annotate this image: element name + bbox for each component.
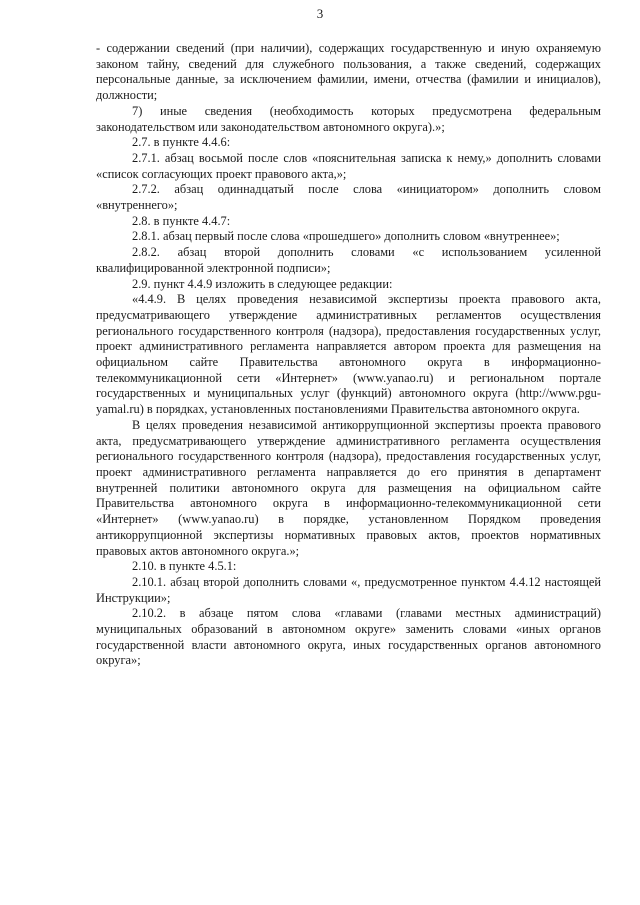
paragraph-2-8: 2.8. в пункте 4.4.7: bbox=[132, 213, 231, 228]
paragraph-2-10: 2.10. в пункте 4.5.1: bbox=[132, 559, 237, 574]
paragraph-2-7-2: 2.7.2. абзац одиннадцатый после слова «инициатором» дополнить словом «внутреннего»; bbox=[96, 182, 601, 213]
paragraph-continuation: - содержании сведений (при наличии), содержащих государственную и иную охраняемую законом тайну, сведений для служебного пользования, а также сведений, содержащих персональные данные, за исключением фамилии, имени, отчества (фамилии и инициалов), должности; bbox=[96, 41, 601, 103]
paragraph-2-7-1: 2.7.1. абзац восьмой после слов «пояснительная записка к нему,» дополнить словами «список согласующих проект правового акта,»; bbox=[96, 150, 601, 181]
paragraph-item-7: 7) иные сведения (необходимость которых предусмотрена федеральным законодательством или законодательством автономного округа).»; bbox=[96, 103, 601, 134]
paragraph-anticorruption: В целях проведения независимой антикоррупционной экспертизы проекта правового акта, предусматривающего утверждение административного регламента осуществления регионального государственного контроля (надзора), предоставления государственных услуг, проект административного регламента направляется до его принятия в департамент внутренней политики автономного округа для размещения на официальном сайте Правительства автономного округа в информационно-телекоммуникационной сети «Интернет» (www.yanao.ru) в порядке, установленном Порядком проведения антикоррупционной экспертизы нормативных правовых актов, проектов нормативных правовых актов автономного округа.»; bbox=[96, 417, 601, 558]
page-number: 3 bbox=[316, 6, 324, 21]
paragraph-2-7: 2.7. в пункте 4.4.6: bbox=[132, 135, 231, 150]
document-body bbox=[96, 41, 601, 669]
paragraph-2-9: 2.9. пункт 4.4.9 изложить в следующее редакции: bbox=[132, 276, 393, 291]
paragraph-4-4-9: «4.4.9. В целях проведения независимой экспертизы проекта правового акта, предусматривающего утверждение административных регламентов осуществления регионального государственного контроля (надзора), предоставления государственных услуг, проект административного регламента направляется автором проекта для размещения на официальном сайте Правительства автономного округа в информационно-телекоммуникационной сети «Интернет» (www.yanao.ru) и региональном портале государственных и муниципальных услуг (функций) автономного округа (http://www.pgu-yamal.ru) в порядках, установленных постановлениями Правительства автономного округа. bbox=[96, 292, 601, 417]
paragraph-2-8-2: 2.8.2. абзац второй дополнить словами «с использованием усиленной квалифицированной электронной подписи»; bbox=[96, 245, 601, 275]
paragraph-2-10-2: 2.10.2. в абзаце пятом слова «главами (главами местных администраций) муниципальных образований в автономном округе» заменить словами «иных органов государственной власти автономного округа, иных государственных органов автономного округа»; bbox=[96, 606, 601, 668]
paragraph-2-8-1: 2.8.1. абзац первый после слова «прошедшего» дополнить словом «внутреннее»; bbox=[132, 229, 560, 244]
paragraph-2-10-1: 2.10.1. абзац второй дополнить словами «, предусмотренное пунктом 4.4.12 настоящей Инструкции»; bbox=[96, 574, 601, 605]
